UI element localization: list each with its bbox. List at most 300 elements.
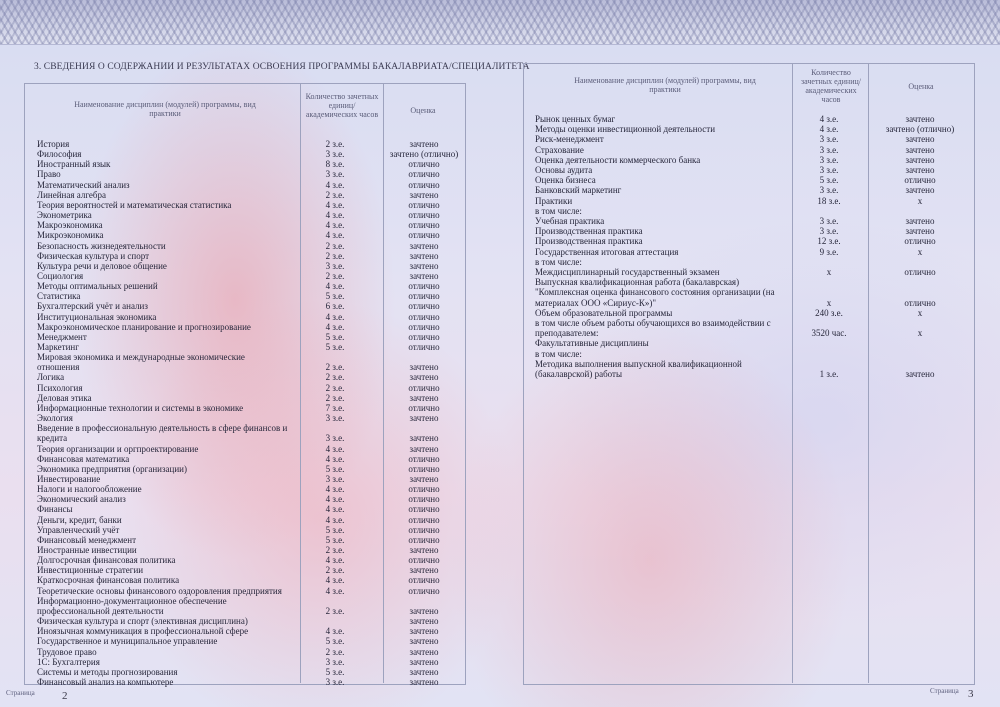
table-row (37, 677, 462, 687)
left-header-grade: Оценка (410, 106, 436, 115)
table-row (37, 393, 462, 403)
discipline-name: Эконометрика (37, 210, 92, 221)
grade-value: отлично (408, 555, 440, 566)
discipline-name: Экономика предприятия (организации) (37, 463, 187, 474)
table-row (37, 504, 462, 514)
discipline-name: Финансы (37, 504, 73, 515)
credits-value: 3 з.е. (819, 144, 839, 155)
credits-value: 2 з.е. (325, 545, 345, 555)
discipline-name: История (37, 139, 70, 149)
grade-value: зачтено (409, 139, 439, 149)
discipline-name: Банковский маркетинг (535, 185, 622, 196)
grade-value: отлично (408, 331, 440, 342)
grade-value: отлично (408, 524, 440, 535)
discipline-name: Социология (37, 270, 84, 281)
discipline-name: Рынок ценных бумаг (535, 114, 616, 124)
table-row (37, 657, 462, 667)
credits-value: 4 з.е. (325, 453, 345, 464)
table-row (37, 149, 462, 159)
table-row (37, 444, 462, 454)
table-row (37, 403, 462, 413)
discipline-name: Иноязычная коммуникация в профессиональной сфере (37, 626, 249, 637)
credits-value: 2 з.е. (325, 646, 345, 657)
table-row (37, 667, 462, 677)
discipline-name: Математический анализ (37, 179, 130, 190)
table-row (37, 515, 462, 525)
discipline-name: Трудовое право (37, 646, 97, 657)
table-row (37, 180, 462, 190)
table-row (37, 332, 462, 342)
table-row (535, 124, 970, 134)
credits-value: 3 з.е. (325, 656, 345, 667)
table-row (535, 308, 970, 318)
grade-value: зачтено (905, 114, 935, 124)
table-row (37, 301, 462, 311)
table-row (37, 606, 462, 616)
grade-value: отлично (408, 463, 440, 474)
discipline-name: Методы оценки инвестиционной деятельности (535, 124, 716, 135)
credits-value: 3 з.е. (325, 149, 345, 160)
credits-value: 18 з.е. (817, 195, 841, 206)
credits-value: 5 з.е. (325, 342, 345, 352)
credits-value: 3 з.е. (819, 165, 839, 175)
discipline-name: Государственная итоговая аттестация (535, 246, 679, 257)
table-row (37, 535, 462, 545)
table-row (37, 190, 462, 200)
credits-value: 3 з.е. (325, 260, 345, 271)
discipline-name: Логика (37, 372, 65, 383)
grade-value: зачтено (409, 473, 439, 484)
right-page-label: Страница (930, 687, 959, 695)
credits-value: 5 з.е. (819, 175, 839, 186)
discipline-name: отношения (37, 362, 80, 373)
discipline-name: Микроэкономика (37, 230, 104, 241)
grade-value: зачтено (905, 144, 935, 155)
grade-value: зачтено (409, 443, 439, 454)
grade-value: зачтено (409, 260, 439, 271)
credits-value: 7 з.е. (325, 402, 345, 413)
discipline-name: Производственная практика (535, 236, 643, 247)
grade-value: отлично (408, 534, 440, 545)
credits-value: 3 з.е. (325, 413, 345, 424)
credits-value: 3 з.е. (325, 169, 345, 180)
table-row (37, 383, 462, 393)
table-row (535, 145, 970, 155)
credits-value: 2 з.е. (325, 250, 345, 261)
table-row (37, 596, 462, 606)
credits-value: 5 з.е. (325, 291, 345, 302)
discipline-name: Страхование (535, 144, 584, 155)
grade-value: отлично (408, 159, 440, 170)
table-row (37, 220, 462, 230)
discipline-name: Теория вероятностей и математическая статистика (37, 199, 232, 210)
table-row (37, 312, 462, 322)
grade-value: зачтено (409, 666, 439, 677)
table-row (37, 342, 462, 352)
discipline-name: Физическая культура и спорт (элективная дисциплина) (37, 616, 248, 627)
table-row (37, 139, 462, 149)
discipline-name: профессиональной деятельности (37, 605, 164, 616)
grade-value: зачтено (409, 616, 439, 627)
discipline-name: Учебная практика (535, 216, 605, 226)
table-row (535, 359, 970, 369)
credits-value: 2 з.е. (325, 372, 345, 383)
credits-value: 4 з.е. (325, 514, 345, 525)
credits-value: 5 з.е. (325, 666, 345, 677)
credits-value: 2 з.е. (325, 605, 345, 616)
credits-value: 3 з.е. (325, 676, 345, 687)
credits-value: 4 з.е. (325, 321, 345, 332)
discipline-name: Выпускная квалификационная работа (бакалаврская) (535, 277, 740, 288)
credits-value: х (826, 297, 832, 308)
table-row (37, 555, 462, 565)
discipline-name: Основы аудита (535, 165, 593, 175)
credits-value: 3 з.е. (325, 433, 345, 444)
grade-value: зачтено (409, 392, 439, 403)
grade-value: отлично (408, 402, 440, 413)
discipline-name: Долгосрочная финансовая политика (37, 555, 176, 566)
table-row (535, 155, 970, 165)
table-row (535, 216, 970, 226)
credits-value: 5 з.е. (325, 331, 345, 342)
grade-value: отлично (904, 267, 936, 277)
table-row (535, 185, 970, 195)
table-row (37, 575, 462, 585)
credits-value: 2 з.е. (325, 362, 345, 373)
discipline-name: Методика выполнения выпускной квалификационной (535, 358, 742, 369)
table-row (37, 372, 462, 382)
grade-value: отлично (408, 585, 440, 596)
table-row (535, 175, 970, 185)
credits-value: 4 з.е. (325, 199, 345, 210)
grade-value: зачтено (409, 545, 439, 555)
credits-value: 2 з.е. (325, 382, 345, 393)
grade-value: зачтено (отлично) (885, 124, 955, 135)
credits-value: 4 з.е. (325, 555, 345, 566)
table-row (535, 349, 970, 359)
credits-value: х (826, 267, 832, 277)
discipline-name: Инвестирование (37, 473, 101, 484)
discipline-name: Оценка бизнеса (535, 175, 596, 186)
grade-value: отлично (408, 311, 440, 322)
grade-value: отлично (408, 301, 440, 312)
right-header-credits: Количество зачетных единиц/ академических часов (801, 68, 861, 104)
table-row (535, 226, 970, 236)
credits-value: 4 з.е. (325, 220, 345, 231)
table-row (37, 423, 462, 433)
grade-value: отлично (408, 291, 440, 302)
table-row (535, 165, 970, 175)
credits-value: 4 з.е. (325, 281, 345, 292)
table-row (37, 241, 462, 251)
discipline-name: в том числе: (535, 256, 582, 267)
grade-value: зачтено (409, 372, 439, 383)
table-row (37, 464, 462, 474)
credits-value: 4 з.е. (325, 210, 345, 221)
table-row (535, 318, 970, 328)
discipline-name: Философия (37, 149, 82, 160)
discipline-name: Информационно-документационное обеспечение (37, 595, 227, 606)
right-header-name: Наименование дисциплин (модулей) программы, вид практики (574, 76, 756, 94)
discipline-name: Объем образовательной программы (535, 307, 673, 318)
discipline-name: Экология (37, 413, 73, 424)
discipline-name: преподавателем: (535, 328, 599, 339)
discipline-name: Макроэкономическое планирование и прогнозирование (37, 321, 251, 332)
discipline-name: Бухгалтерский учёт и анализ (37, 301, 148, 312)
table-row (37, 271, 462, 281)
credits-value: 4 з.е. (325, 585, 345, 596)
grade-value: отлично (904, 236, 936, 247)
credits-value: 3 з.е. (819, 226, 839, 237)
grade-value: отлично (408, 484, 440, 495)
discipline-name: в том числе: (535, 205, 582, 216)
discipline-name: Менеджмент (37, 331, 87, 342)
grade-value: отлично (408, 220, 440, 231)
discipline-name: 1С: Бухгалтерия (37, 656, 100, 667)
credits-value: 2 з.е. (325, 270, 345, 281)
credits-value: 4 з.е. (819, 124, 839, 135)
credits-value: 4 з.е. (325, 494, 345, 505)
discipline-name: Маркетинг (37, 342, 79, 352)
discipline-name: Теория организации и оргпроектирование (37, 443, 199, 454)
credits-value: 3 з.е. (819, 216, 839, 226)
credits-value: 4 з.е. (819, 114, 839, 124)
credits-value: 4 з.е. (325, 230, 345, 241)
grade-value: отлично (408, 169, 440, 180)
discipline-name: Линейная алгебра (37, 189, 106, 200)
credits-value: 1 з.е. (819, 369, 839, 379)
discipline-name: Культура речи и деловое общение (37, 260, 167, 271)
grade-value: зачтено (905, 216, 935, 226)
grade-value: зачтено (409, 433, 439, 444)
credits-value: 8 з.е. (325, 159, 345, 170)
table-row (535, 247, 970, 257)
table-row (535, 257, 970, 267)
table-row (37, 626, 462, 636)
table-row (37, 454, 462, 464)
discipline-name: Информационные технологии и системы в экономике (37, 402, 244, 413)
table-row (37, 413, 462, 423)
table-row (37, 261, 462, 271)
table-row (535, 196, 970, 206)
grade-value: отлично (904, 297, 936, 308)
credits-value: 5 з.е. (325, 534, 345, 545)
grade-value: отлично (408, 230, 440, 241)
discipline-name: "Комплексная оценка финансового состояния организации (на (535, 287, 775, 298)
grade-value: х (917, 246, 923, 257)
table-row (535, 298, 970, 308)
right-header-grade: Оценка (908, 82, 934, 91)
grade-value: отлично (408, 281, 440, 292)
grade-value: зачтено (отлично) (389, 149, 459, 160)
credits-value: 2 з.е. (325, 392, 345, 403)
grade-value: отлично (408, 494, 440, 505)
credits-value: 5 з.е. (325, 463, 345, 474)
grade-value: зачтено (409, 250, 439, 261)
guilloche-security-band (0, 0, 1000, 45)
credits-value: 4 з.е. (325, 575, 345, 586)
discipline-name: кредита (37, 433, 68, 444)
credits-value: 4 з.е. (325, 626, 345, 637)
discipline-name: Психология (37, 382, 83, 393)
grade-value: зачтено (409, 189, 439, 200)
discipline-name: Введение в профессиональную деятельность в сфере финансов и (37, 423, 288, 434)
grade-value: отлично (408, 199, 440, 210)
discipline-name: Системы и методы прогнозирования (37, 666, 178, 677)
discipline-name: материалах ООО «Сириус-К»)" (535, 297, 656, 308)
table-row (37, 636, 462, 646)
table-row (37, 159, 462, 169)
table-row (37, 322, 462, 332)
grade-value: зачтено (409, 656, 439, 667)
grade-value: зачтено (905, 134, 935, 145)
grade-value: х (917, 195, 923, 206)
table-row (535, 236, 970, 246)
table-row (535, 134, 970, 144)
table-row (37, 352, 462, 362)
grade-value: зачтено (409, 676, 439, 687)
credits-value: 4 з.е. (325, 443, 345, 454)
grade-value: зачтено (905, 165, 935, 175)
table-row (37, 586, 462, 596)
grade-value: зачтено (905, 369, 935, 379)
credits-value: 5 з.е. (325, 524, 345, 535)
discipline-name: в том числе объем работы обучающихся во взаимодействии с (535, 318, 771, 328)
credits-value: 3 з.е. (819, 154, 839, 165)
discipline-name: Факультативные дисциплины (535, 338, 649, 349)
grade-value: отлично (408, 179, 440, 190)
credits-value: 2 з.е. (325, 139, 345, 149)
left-header-name: Наименование дисциплин (модулей) программы, вид практики (74, 100, 256, 118)
table-row (535, 206, 970, 216)
table-row (37, 525, 462, 535)
discipline-name: (бакалаврской) работы (535, 369, 623, 379)
discipline-name: Финансовый менеджмент (37, 534, 137, 545)
grade-value: отлично (408, 514, 440, 525)
credits-value: 4 з.е. (325, 179, 345, 190)
grade-value: х (917, 328, 923, 339)
grade-value: отлично (408, 453, 440, 464)
grade-value: х (917, 307, 923, 318)
table-row (37, 210, 462, 220)
grade-value: отлично (408, 382, 440, 393)
table-row (37, 281, 462, 291)
discipline-name: Статистика (37, 291, 81, 302)
credits-value: 3 з.е. (325, 473, 345, 484)
grade-value: зачтено (409, 605, 439, 616)
credits-value: 12 з.е. (817, 236, 841, 247)
table-row (535, 277, 970, 287)
grade-value: зачтено (905, 226, 935, 237)
section-title: 3. СВЕДЕНИЯ О СОДЕРЖАНИИ И РЕЗУЛЬТАТАХ ОСВОЕНИЯ ПРОГРАММЫ БАКАЛАВРИАТА/СПЕЦИАЛИТЕТА (34, 62, 530, 72)
grade-value: зачтено (905, 185, 935, 196)
table-row (535, 328, 970, 338)
discipline-name: Физическая культура и спорт (37, 250, 150, 261)
discipline-name: Финансовый анализ на компьютере (37, 676, 174, 687)
discipline-name: Иностранный язык (37, 159, 111, 170)
discipline-name: Макроэкономика (37, 220, 103, 231)
table-row (535, 287, 970, 297)
discipline-name: Инвестиционные стратегии (37, 565, 144, 576)
credits-value: 4 з.е. (325, 311, 345, 322)
discipline-name: Налоги и налогообложение (37, 484, 142, 495)
discipline-name: Краткосрочная финансовая политика (37, 575, 180, 586)
grade-value: отлично (904, 175, 936, 186)
grade-value: отлично (408, 210, 440, 221)
discipline-name: Деловая этика (37, 392, 92, 403)
credits-value: 4 з.е. (325, 484, 345, 495)
left-header-credits: Количество зачетных единиц/ академических часов (305, 92, 379, 119)
grade-value: зачтено (409, 646, 439, 657)
discipline-name: Оценка деятельности коммерческого банка (535, 154, 701, 165)
table-row (37, 494, 462, 504)
left-page-label: Страница (6, 689, 35, 697)
credits-value: 3 з.е. (819, 134, 839, 145)
table-row (535, 369, 970, 379)
discipline-name: Экономический анализ (37, 494, 126, 505)
discipline-name: Производственная практика (535, 226, 643, 237)
table-row (535, 114, 970, 124)
grade-value: зачтено (409, 565, 439, 576)
left-page-number: 2 (62, 690, 68, 702)
table-row (535, 267, 970, 277)
discipline-name: Мировая экономика и международные экономические (37, 352, 245, 363)
credits-value: 2 з.е. (325, 565, 345, 576)
grade-value: зачтено (409, 636, 439, 647)
discipline-name: Финансовая математика (37, 453, 130, 464)
table-row (37, 169, 462, 179)
credits-value: 6 з.е. (325, 301, 345, 312)
table-row (37, 545, 462, 555)
discipline-name: Право (37, 169, 61, 180)
discipline-name: Теоретические основы финансового оздоровления предприятия (37, 585, 282, 596)
discipline-name: в том числе: (535, 348, 582, 359)
table-row (37, 251, 462, 261)
credits-value: 3520 час. (811, 328, 847, 339)
table-row (37, 433, 462, 443)
table-row (37, 230, 462, 240)
credits-value: 240 з.е. (815, 307, 843, 318)
grade-value: зачтено (409, 270, 439, 281)
table-row (37, 291, 462, 301)
table-row (535, 338, 970, 348)
credits-value: 4 з.е. (325, 504, 345, 515)
discipline-name: Иностранные инвестиции (37, 545, 137, 555)
discipline-name: Безопасность жизнедеятельности (37, 240, 166, 251)
credits-value: 3 з.е. (819, 185, 839, 196)
table-row (37, 565, 462, 575)
grade-value: зачтено (905, 154, 935, 165)
grade-value: отлично (408, 504, 440, 515)
right-page-number: 3 (968, 688, 974, 700)
discipline-name: Управленческий учёт (37, 524, 120, 535)
discipline-name: Институциональная экономика (37, 311, 157, 322)
discipline-name: Методы оптимальных решений (37, 281, 158, 292)
discipline-name: Риск-менеджмент (535, 134, 604, 145)
grade-value: зачтено (409, 413, 439, 424)
table-row (37, 616, 462, 626)
grade-value: отлично (408, 342, 440, 352)
credits-value: 9 з.е. (819, 246, 839, 257)
table-row (37, 200, 462, 210)
credits-value: 5 з.е. (325, 636, 345, 647)
credits-value: 2 з.е. (325, 189, 345, 200)
grade-value: отлично (408, 321, 440, 332)
discipline-name: Междисциплинарный государственный экзамен (535, 267, 720, 277)
grade-value: зачтено (409, 240, 439, 251)
table-row (37, 362, 462, 372)
grade-value: зачтено (409, 362, 439, 373)
